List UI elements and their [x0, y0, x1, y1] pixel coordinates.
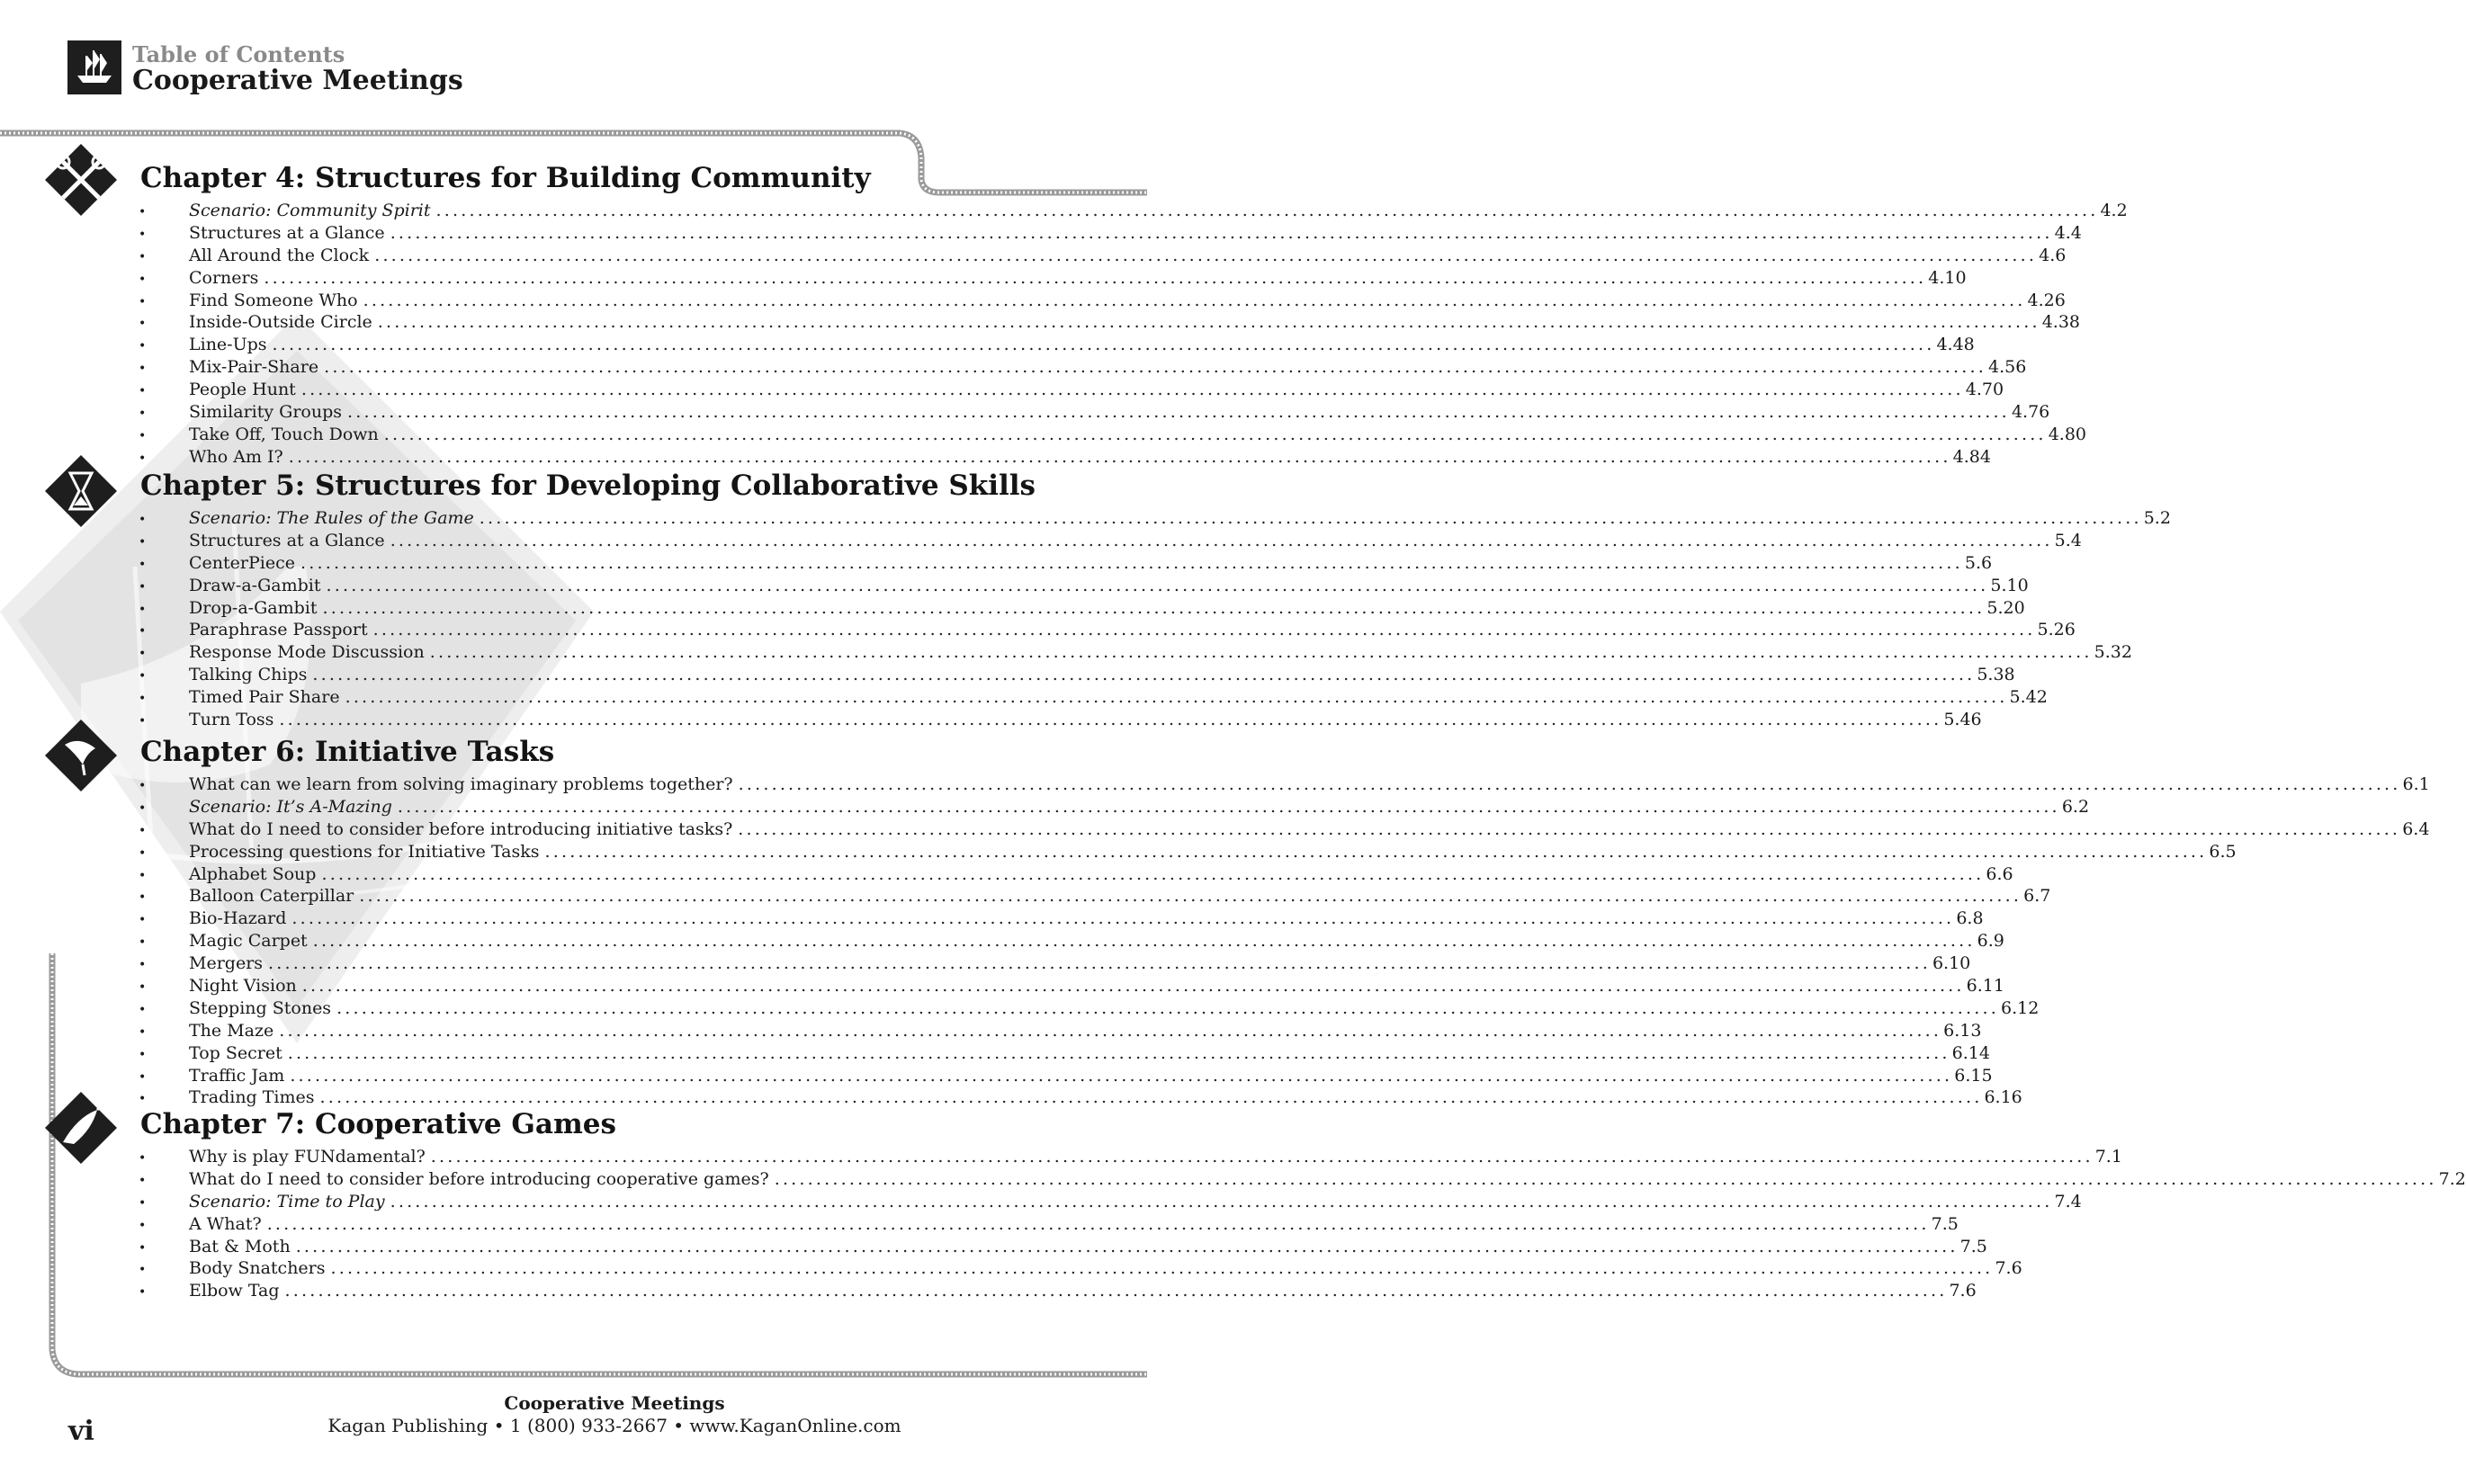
dot-leader: ........................................................................................................................................................................................................	[359, 886, 2022, 907]
toc-entry	[135, 773, 2430, 796]
toc-entry	[135, 1020, 1982, 1042]
entry-title: Timed Pair Share	[189, 687, 340, 708]
dot-leader: ........................................................................................................................................................................................................	[430, 1147, 2094, 1167]
dot-leader: ........................................................................................................................................................................................................	[279, 710, 1942, 730]
bullet-icon: •	[139, 624, 147, 639]
entry-title: Turn Toss	[189, 710, 274, 730]
entry-page-number: 6.9	[1977, 931, 2004, 952]
dot-leader: ........................................................................................................................................................................................................	[264, 267, 1927, 288]
entry-page-number: 5.46	[1943, 710, 1982, 730]
header-title: Cooperative Meetings	[132, 65, 463, 96]
entry-page-number: 4.76	[2011, 402, 2050, 423]
dot-leader: ........................................................................................................................................................................................................	[312, 665, 1976, 685]
bullet-icon: •	[139, 249, 147, 264]
dot-leader: ........................................................................................................................................................................................................	[345, 687, 2008, 708]
dot-leader: ........................................................................................................................................................................................................	[374, 245, 2038, 265]
toc-entry	[135, 885, 2051, 907]
dot-leader: ........................................................................................................................................................................................................	[544, 841, 2208, 862]
dot-leader: ........................................................................................................................................................................................................	[321, 863, 1985, 884]
dot-leader: ........................................................................................................................................................................................................	[738, 818, 2401, 839]
entry-title: Who Am I?	[189, 446, 283, 467]
bullet-icon: •	[139, 428, 147, 443]
entry-page-number: 6.5	[2209, 841, 2237, 862]
bullet-icon: •	[139, 868, 147, 883]
bird-icon	[43, 718, 119, 793]
dot-leader: ........................................................................................................................................................................................................	[279, 1020, 1942, 1041]
toc-entry	[135, 200, 2128, 222]
toc-entry	[135, 641, 2132, 664]
entry-page-number: 5.26	[2037, 620, 2076, 640]
dot-leader: ........................................................................................................................................................................................................	[300, 552, 1963, 573]
bullet-icon: •	[139, 779, 147, 793]
entry-page-number: 5.20	[1986, 597, 2025, 618]
dot-leader: ........................................................................................................................................................................................................	[295, 1236, 1959, 1256]
chapter-title: Chapter 7: Cooperative Games	[140, 1108, 616, 1140]
entry-title: Drop-a-Gambit	[189, 597, 318, 618]
bullet-icon: •	[139, 669, 147, 684]
bullet-icon: •	[139, 205, 147, 219]
entry-page-number: 4.56	[1988, 357, 2027, 378]
entry-title: Traffic Jam	[189, 1065, 285, 1086]
bullet-icon: •	[139, 407, 147, 422]
dot-leader: ........................................................................................................................................................................................................	[272, 335, 1935, 355]
dot-leader: ........................................................................................................................................................................................................	[291, 908, 1955, 929]
bullet-icon: •	[139, 935, 147, 951]
bullet-icon: •	[139, 1047, 147, 1062]
entry-title: Take Off, Touch Down	[189, 424, 379, 444]
chapter-title: Chapter 5: Structures for Developing Collaborative Skills	[140, 469, 1036, 502]
bullet-icon: •	[139, 1263, 147, 1278]
bullet-icon: •	[139, 1092, 147, 1107]
entry-page-number: 5.2	[2143, 508, 2171, 528]
dot-leader: ........................................................................................................................................................................................................	[322, 597, 1986, 618]
entry-title: Response Mode Discussion	[189, 642, 425, 663]
entry-page-number: 6.4	[2402, 818, 2430, 839]
header-kicker: Table of Contents	[132, 41, 345, 67]
dot-leader: ........................................................................................................................................................................................................	[377, 312, 2040, 333]
entry-title: Find Someone Who	[189, 290, 358, 310]
dot-leader: ........................................................................................................................................................................................................	[301, 976, 1965, 997]
entry-page-number: 6.7	[2023, 886, 2051, 907]
bullet-icon: •	[139, 272, 147, 287]
toc-list	[135, 200, 2128, 469]
toc-entry	[135, 552, 1993, 575]
entry-page-number: 6.6	[1986, 863, 2013, 884]
bullet-icon: •	[139, 800, 147, 816]
toc-entry	[135, 619, 2076, 641]
entry-page-number: 5.4	[2054, 530, 2082, 550]
toc-entry	[135, 1257, 2022, 1280]
dot-leader: ........................................................................................................................................................................................................	[312, 931, 1976, 952]
entry-page-number: 6.12	[2000, 997, 2040, 1018]
dot-leader: ........................................................................................................................................................................................................	[287, 1042, 1950, 1063]
toc-entry	[135, 530, 2082, 552]
toc-entry	[135, 1168, 2466, 1191]
entry-page-number: 7.1	[2094, 1147, 2122, 1167]
entry-title: Elbow Tag	[189, 1281, 280, 1301]
entry-title: Night Vision	[189, 976, 297, 997]
entry-title: People Hunt	[189, 380, 296, 400]
bullet-icon: •	[139, 513, 147, 527]
dot-leader: ........................................................................................................................................................................................................	[336, 997, 1999, 1018]
entry-title: Top Secret	[189, 1042, 282, 1063]
entry-page-number: 6.13	[1943, 1020, 1982, 1041]
entry-page-number: 6.14	[1951, 1042, 1990, 1063]
bullet-icon: •	[139, 1240, 147, 1256]
bullet-icon: •	[139, 1195, 147, 1211]
dot-leader: ........................................................................................................................................................................................................	[284, 1281, 1948, 1301]
bullet-icon: •	[139, 1069, 147, 1085]
entry-title: Paraphrase Passport	[189, 620, 368, 640]
entry-title: Magic Carpet	[189, 931, 308, 952]
toc-entry	[135, 245, 2067, 267]
dot-leader: ........................................................................................................................................................................................................	[324, 357, 1986, 378]
toc-list	[135, 507, 2171, 731]
toc-entry	[135, 1042, 1990, 1065]
toc-entry	[135, 863, 2013, 886]
entry-title: All Around the Clock	[189, 245, 370, 265]
bullet-icon: •	[139, 714, 147, 729]
entry-page-number: 4.80	[2048, 424, 2086, 444]
toc-entry	[135, 796, 2090, 818]
toc-entry	[135, 401, 2050, 424]
bullet-icon: •	[139, 1002, 147, 1017]
entry-title: Bat & Moth	[189, 1236, 291, 1256]
entry-title: The Maze	[189, 1020, 274, 1041]
entry-page-number: 7.5	[1959, 1236, 1987, 1256]
dot-leader: ........................................................................................................................................................................................................	[300, 380, 1964, 400]
entry-title: Scenario: It’s A-Mazing	[189, 796, 392, 817]
toc-entry	[135, 1086, 2022, 1109]
entry-title: Talking Chips	[189, 665, 308, 685]
bullet-icon: •	[139, 557, 147, 572]
dot-leader: ........................................................................................................................................................................................................	[268, 953, 1931, 974]
entry-title: What do I need to consider before introducing initiative tasks?	[189, 818, 733, 839]
dot-leader: ........................................................................................................................................................................................................	[397, 796, 2060, 817]
toc-entry	[135, 379, 2004, 401]
entry-page-number: 6.16	[1984, 1087, 2022, 1108]
chapter-title: Chapter 4: Structures for Building Community	[140, 162, 871, 194]
entry-title: Structures at a Glance	[189, 530, 385, 550]
toc-entry	[135, 997, 2040, 1020]
entry-title: Inside-Outside Circle	[189, 312, 372, 333]
toc-entry	[135, 424, 2086, 446]
bullet-icon: •	[139, 384, 147, 399]
bullet-icon: •	[139, 1173, 147, 1188]
dot-leader: ........................................................................................................................................................................................................	[288, 446, 1951, 467]
entry-title: Draw-a-Gambit	[189, 575, 321, 595]
entry-title: Similarity Groups	[189, 402, 343, 423]
dot-leader: ........................................................................................................................................................................................................	[390, 1191, 2053, 1211]
bullet-icon: •	[139, 317, 147, 332]
entry-title: Scenario: Time to Play	[189, 1191, 385, 1211]
entry-title: Trading Times	[189, 1087, 315, 1108]
dot-leader: ........................................................................................................................................................................................................	[330, 1258, 1994, 1279]
entry-page-number: 4.10	[1928, 267, 1967, 288]
toc-entry	[135, 1213, 1959, 1236]
toc-entry	[135, 1146, 2122, 1168]
toc-entry	[135, 664, 2015, 686]
bullet-icon: •	[139, 602, 147, 617]
bullet-icon: •	[139, 1024, 147, 1040]
toc-list	[135, 1146, 2466, 1302]
entry-page-number: 7.4	[2054, 1191, 2082, 1211]
entry-page-number: 5.42	[2009, 687, 2048, 708]
entry-page-number: 6.11	[1966, 976, 2004, 997]
entry-page-number: 5.6	[1964, 552, 1993, 573]
entry-page-number: 6.8	[1956, 908, 1984, 929]
entry-page-number: 6.2	[2061, 796, 2090, 817]
entry-page-number: 4.70	[1965, 380, 2004, 400]
dot-leader: ........................................................................................................................................................................................................	[347, 402, 2010, 423]
toc-entry	[135, 907, 1984, 930]
entry-title: What do I need to consider before introducing cooperative games?	[189, 1168, 769, 1189]
toc-entry	[135, 597, 2025, 620]
entry-page-number: 5.32	[2094, 642, 2132, 663]
sailing-ship-icon	[67, 40, 122, 95]
toc-entry	[135, 507, 2171, 530]
entry-page-number: 5.10	[1990, 575, 2029, 595]
dot-leader: ........................................................................................................................................................................................................	[319, 1087, 1983, 1108]
entry-title: Balloon Caterpillar	[189, 886, 354, 907]
bullet-icon: •	[139, 339, 147, 354]
dot-leader: ........................................................................................................................................................................................................	[383, 424, 2047, 444]
bullet-icon: •	[139, 227, 147, 242]
entry-page-number: 6.15	[1954, 1065, 1993, 1086]
entry-page-number: 4.2	[2100, 201, 2128, 220]
entry-page-number: 7.5	[1931, 1213, 1959, 1234]
bullet-icon: •	[139, 1285, 147, 1301]
entry-title: Body Snatchers	[189, 1258, 326, 1279]
toc-entry	[135, 818, 2430, 841]
dot-leader: ........................................................................................................................................................................................................	[774, 1168, 2437, 1189]
bullet-icon: •	[139, 1218, 147, 1233]
toc-entry	[135, 1191, 2082, 1213]
dot-leader: ........................................................................................................................................................................................................	[738, 774, 2401, 794]
entry-title: Mergers	[189, 953, 264, 974]
bullet-icon: •	[139, 534, 147, 550]
bullet-icon: •	[139, 958, 147, 973]
toc-entry	[135, 575, 2029, 597]
entry-title: Corners	[189, 267, 259, 288]
toc-entry	[135, 356, 2027, 379]
toc-entry	[135, 311, 2081, 334]
entry-title: Structures at a Glance	[189, 222, 385, 243]
dot-leader: ........................................................................................................................................................................................................	[290, 1065, 1953, 1086]
entry-page-number: 4.6	[2039, 245, 2067, 265]
entry-page-number: 6.10	[1932, 953, 1971, 974]
entry-title: Alphabet Soup	[189, 863, 317, 884]
chapter-title: Chapter 6: Initiative Tasks	[140, 736, 555, 768]
dot-leader: ........................................................................................................................................................................................................	[429, 642, 2093, 663]
dot-leader: ........................................................................................................................................................................................................	[479, 508, 2142, 528]
toc-entry	[135, 841, 2237, 863]
footer-title: Cooperative Meetings	[504, 1392, 725, 1414]
toc-entry	[135, 686, 2048, 709]
bullet-icon: •	[139, 980, 147, 996]
toc-entry	[135, 290, 2066, 312]
dot-leader: ........................................................................................................................................................................................................	[363, 290, 2026, 310]
entry-page-number: 7.2	[2438, 1168, 2466, 1189]
bullet-icon: •	[139, 451, 147, 466]
dot-leader: ........................................................................................................................................................................................................	[435, 201, 2099, 220]
entry-page-number: 4.84	[1952, 446, 1991, 467]
entry-title: Bio-Hazard	[189, 908, 287, 929]
entry-page-number: 5.38	[1977, 665, 2015, 685]
toc-entry	[135, 267, 1967, 290]
toc-entry	[135, 952, 1971, 975]
entry-title: Scenario: The Rules of the Game	[189, 508, 474, 528]
entry-title: Line-Ups	[189, 335, 267, 355]
toc-entry	[135, 446, 1991, 469]
footer-contact: Kagan Publishing • 1 (800) 933-2667 • www.KaganOnline.com	[327, 1415, 901, 1436]
bullet-icon: •	[139, 647, 147, 662]
dot-leader: ........................................................................................................................................................................................................	[372, 620, 2036, 640]
swordfish-icon	[43, 1090, 119, 1166]
entry-title: Mix-Pair-Share	[189, 357, 319, 378]
entry-title: What can we learn from solving imaginary problems together?	[189, 774, 733, 794]
page-number: vi	[68, 1416, 94, 1447]
toc-entry	[135, 975, 2004, 997]
bullet-icon: •	[139, 823, 147, 838]
dot-leader: ........................................................................................................................................................................................................	[326, 575, 1989, 595]
entry-title: Stepping Stones	[189, 997, 332, 1018]
dot-leader: ........................................................................................................................................................................................................	[390, 530, 2053, 550]
toc-entry	[135, 1065, 1993, 1087]
toc-entry	[135, 1280, 1977, 1302]
dot-leader: ........................................................................................................................................................................................................	[390, 222, 2053, 243]
entry-title: Processing questions for Initiative Tasks	[189, 841, 540, 862]
toc-list	[135, 773, 2430, 1109]
entry-page-number: 7.6	[1995, 1258, 2022, 1279]
toc-entry	[135, 930, 2004, 952]
bullet-icon: •	[139, 890, 147, 906]
entry-title: Scenario: Community Spirit	[189, 201, 431, 220]
bullet-icon: •	[139, 294, 147, 309]
entry-page-number: 4.38	[2041, 312, 2081, 333]
entry-page-number: 4.48	[1936, 335, 1975, 355]
toc-entry	[135, 709, 1982, 731]
entry-page-number: 6.1	[2402, 774, 2430, 794]
bullet-icon: •	[139, 692, 147, 707]
entry-page-number: 4.4	[2054, 222, 2082, 243]
toc-entry	[135, 334, 1975, 356]
entry-title: CenterPiece	[189, 552, 295, 573]
entry-page-number: 4.26	[2027, 290, 2066, 310]
bullet-icon: •	[139, 913, 147, 928]
entry-title: A What?	[189, 1213, 262, 1234]
hourglass-icon	[43, 453, 119, 529]
bullet-icon: •	[139, 579, 147, 594]
toc-entry	[135, 222, 2082, 245]
dot-leader: ........................................................................................................................................................................................................	[266, 1213, 1930, 1234]
bullet-icon: •	[139, 845, 147, 861]
bullet-icon: •	[139, 362, 147, 377]
crossed-keys-icon	[43, 142, 119, 218]
toc-entry	[135, 1236, 1987, 1258]
entry-title: Why is play FUNdamental?	[189, 1147, 426, 1167]
entry-page-number: 7.6	[1949, 1281, 1977, 1301]
bullet-icon: •	[139, 1151, 147, 1166]
